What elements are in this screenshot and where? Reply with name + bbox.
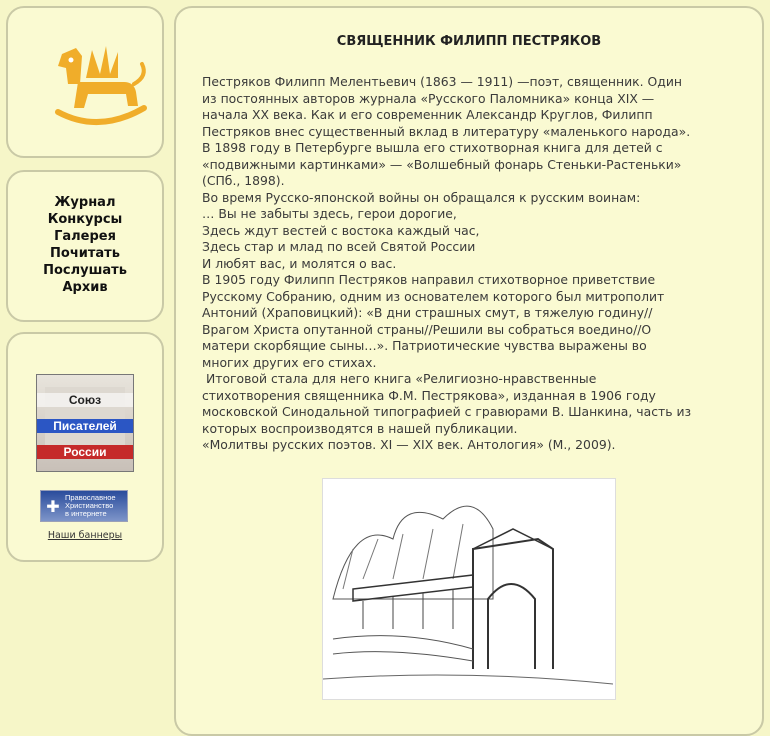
article-title: СВЯЩЕННИК ФИЛИПП ПЕСТРЯКОВ [336, 34, 602, 49]
banner-word-3: России [37, 445, 133, 459]
rocking-horse-logo-icon[interactable] [44, 34, 154, 144]
article-body [202, 74, 752, 454]
nav-item-read[interactable]: Почитать [50, 246, 120, 261]
article-line: В 1905 году Филипп Пестряков направил стихотворное приветствие [202, 272, 656, 287]
engraving-illustration [322, 478, 616, 700]
article-line: … Вы не забыты здесь, герои дорогие, [202, 206, 457, 221]
article-line: Пестряков Филипп Мелентьевич (1863 — 1911) —поэт, священник. Один [202, 74, 683, 89]
banner-word-1: Союз [37, 393, 133, 407]
orthodox-banner-text: Православное Христианство в интернете [65, 493, 116, 518]
navigation-panel [6, 170, 164, 322]
article-line: начала XX века. Как и его современник Александр Круглов, Филипп [202, 107, 653, 122]
article-line: «подвижными картинками» — «Волшебный фонарь Стеньки-Растеньки» [202, 156, 682, 172]
article-line: матери скорбящие сыны…». Патриотические чувства выражены во [202, 338, 647, 353]
nav-item-contests[interactable]: Конкурсы [47, 212, 123, 227]
article-line: Русскому Собранию, одним из основателем которого был митрополит [202, 288, 665, 304]
article-line: Во время Русско-японской войны он обращался к русским воинам: [202, 189, 641, 205]
nav-item-gallery[interactable]: Галерея [54, 229, 116, 244]
article-line: из постоянных авторов журнала «Русского Паломника» конца XIX — [202, 90, 655, 106]
content-panel [174, 6, 764, 736]
nav-item-archive[interactable]: Архив [62, 280, 108, 295]
main-nav [8, 194, 162, 296]
article-line: Пестряков внес существенный вклад в литературу «маленького народа». [202, 123, 691, 139]
orthodox-internet-banner[interactable] [40, 490, 128, 522]
article-line: которых воспроизводятся в нашей публикации. [202, 420, 518, 436]
banner-word-2: Писателей [37, 419, 133, 433]
nav-item-journal[interactable]: Журнал [54, 195, 116, 210]
article-line: Здесь ждут вестей с востока каждый час, [202, 222, 480, 238]
article-line: Антоний (Храповицкий): «В дни страшных смут, в тяжелую годину// [202, 305, 653, 320]
article-line: И любят вас, и молятся о вас. [202, 255, 397, 271]
writers-union-banner[interactable] [36, 374, 134, 472]
article-line: многих других его стихах. [202, 354, 377, 370]
nav-item-listen[interactable]: Послушать [43, 263, 127, 278]
article-line: Врагом Христа опутанной страны//Решили вы собраться воедино//О [202, 321, 652, 337]
article-line: В 1898 году в Петербурге вышла его стихотворная книга для детей с [202, 140, 663, 155]
church-gate-engraving-icon [323, 479, 613, 697]
article-line: Итоговой стала для него книга «Религиозно-нравственные [202, 371, 597, 386]
article-line: (СПб., 1898). [202, 173, 285, 188]
article-line: стихотворения священника Ф.М. Пестрякова», изданная в 1906 году [202, 387, 656, 403]
banner-panel [6, 332, 164, 562]
our-banners-link[interactable]: Наши баннеры [47, 530, 123, 541]
logo-panel [6, 6, 164, 158]
cross-icon: ✚ [46, 496, 60, 516]
article-line: московской Синодальной типографией с гравюрами В. Шанкина, часть из [202, 404, 692, 419]
article-line: «Молитвы русских поэтов. XI — XIX век. Антология» (М., 2009). [202, 437, 616, 452]
article-line: Здесь стар и млад по всей Святой России [202, 239, 476, 254]
